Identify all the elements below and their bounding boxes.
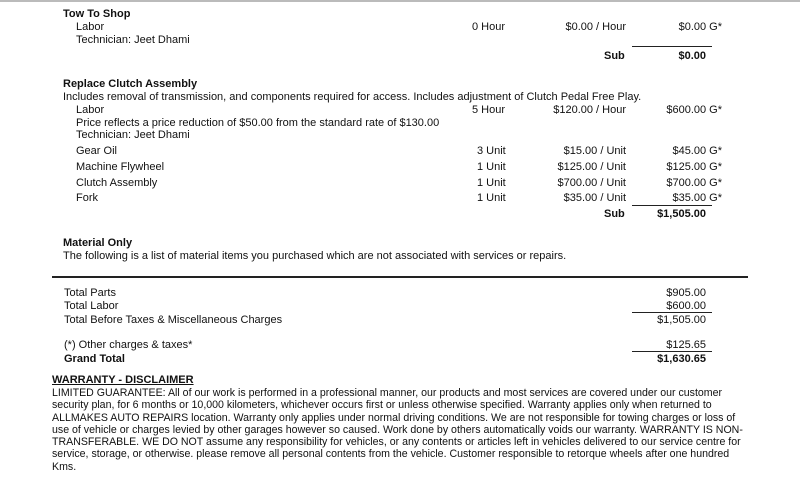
- clutch-labor-qty: 5 Hour: [472, 104, 506, 116]
- clutch-sub-rule: [632, 205, 712, 206]
- total-parts-label: Total Parts: [64, 287, 116, 299]
- tow-labor-rate: $0.00 / Hour: [565, 21, 626, 33]
- top-border: [0, 0, 800, 2]
- clutch-sub-label: Sub: [604, 208, 625, 220]
- part-rate: $35.00 / Unit: [563, 192, 626, 204]
- before-tax-rule: [632, 312, 712, 313]
- part-rate: $125.00 / Unit: [557, 161, 626, 173]
- clutch-sub-amount: $1,505.00: [657, 208, 706, 220]
- tow-sub-amount: $0.00: [678, 50, 706, 62]
- part-name: Clutch Assembly: [76, 177, 158, 189]
- warranty-title: WARRANTY - DISCLAIMER: [52, 374, 194, 386]
- material-section-title: Material Only: [63, 237, 133, 249]
- tow-labor-qty: 0 Hour: [472, 21, 506, 33]
- warranty-text: LIMITED GUARANTEE: All of our work is performed in a professional manner, our products and most services are covered under our customer security plan, for 6 months or 10,000 kilometers, whichever occurs first or unless otherwise specified. Warranty applies only when returned to ALLMAKES AUTO REPAIRS location. Warranty only applies under normal driving conditions. We are not responsible for towing charges or loss of use of vehicle or charges levied by other garages however so caused. Work done by others automatically voids our warranty. WARRANTY IS NON-TRANSFERABLE. WE DO NOT assume any responsibility for vehicles, or any contents or articles left in vehicles delivered to our service centre for service, storage, or otherwise. please remove all personal contents from the vehicle. Customer responsible to retorque wheels after one hundred Kms.: [52, 387, 743, 473]
- other-charges-label: (*) Other charges & taxes*: [64, 339, 193, 351]
- before-tax-amount: $1,505.00: [657, 314, 706, 326]
- total-parts-amount: $905.00: [666, 287, 706, 299]
- part-rate: $15.00 / Unit: [563, 145, 626, 157]
- tow-sub-label: Sub: [604, 50, 625, 62]
- clutch-labor-amount: $600.00 G*: [666, 104, 722, 116]
- clutch-labor-rate: $120.00 / Hour: [553, 104, 626, 116]
- total-labor-amount: $600.00: [666, 300, 706, 312]
- part-qty: 3 Unit: [477, 145, 506, 157]
- part-name: Machine Flywheel: [76, 161, 165, 173]
- grand-total-rule: [632, 351, 712, 352]
- section-divider: [52, 276, 748, 278]
- grand-total-label: Grand Total: [64, 353, 125, 365]
- part-qty: 1 Unit: [477, 161, 506, 173]
- tow-labor-amount: $0.00 G*: [678, 21, 722, 33]
- clutch-description: Includes removal of transmission, and components required for access. Includes adjustment of Clutch Pedal Free Play.: [63, 91, 642, 103]
- part-qty: 1 Unit: [477, 177, 506, 189]
- part-amount: $700.00 G*: [666, 177, 722, 189]
- part-amount: $35.00 G*: [672, 192, 722, 204]
- before-tax-label: Total Before Taxes & Miscellaneous Charges: [64, 314, 283, 326]
- grand-total-amount: $1,630.65: [657, 353, 706, 365]
- clutch-technician: Technician: Jeet Dhami: [76, 129, 190, 141]
- tow-labor-label: Labor: [76, 21, 105, 33]
- total-labor-label: Total Labor: [64, 300, 119, 312]
- clutch-labor-label: Labor: [76, 104, 105, 116]
- part-name: Fork: [76, 192, 98, 204]
- other-charges-amount: $125.65: [666, 339, 706, 351]
- part-amount: $45.00 G*: [672, 145, 722, 157]
- tow-technician: Technician: Jeet Dhami: [76, 34, 190, 46]
- tow-sub-rule: [632, 46, 712, 47]
- part-rate: $700.00 / Unit: [557, 177, 626, 189]
- part-qty: 1 Unit: [477, 192, 506, 204]
- part-amount: $125.00 G*: [666, 161, 722, 173]
- tow-section-title: Tow To Shop: [63, 8, 131, 20]
- part-name: Gear Oil: [76, 145, 117, 157]
- clutch-price-note: Price reflects a price reduction of $50.00 from the standard rate of $130.00: [76, 117, 440, 129]
- material-description: The following is a list of material items you purchased which are not associated with services or repairs.: [63, 250, 567, 262]
- clutch-section-title: Replace Clutch Assembly: [63, 78, 198, 90]
